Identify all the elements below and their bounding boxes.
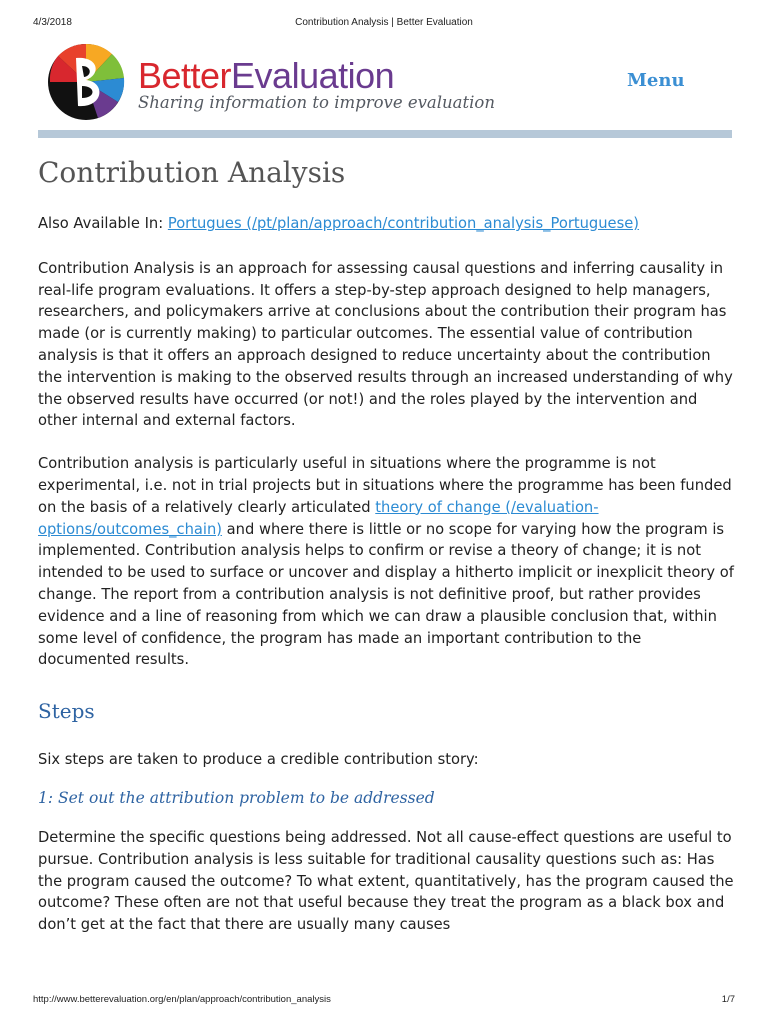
portuguese-link[interactable]: Portugues (/pt/plan/approach/contribution_analysis_Portuguese) (167, 215, 640, 232)
header-divider (38, 130, 732, 138)
page-title: Contribution Analysis (38, 156, 346, 189)
para2-text-after: and where there is little or no scope for varying how the program is implemented. Contribution analysis helps to confirm or revise a theory of change; it is not intended to be used to surface or uncover and display a hitherto implicit or inexplicit theory of change. The report from a contribution analysis is not definitive proof, but rather provides evidence and a line of reasoning from which we can draw a plausible conclusion that, within some level of confidence, the program has made an important contribution to the documented results. (38, 520, 734, 669)
theory-of-change-link[interactable]: theory of change (/evaluation-options/outcomes_chain) (38, 498, 599, 538)
intro-paragraph: Contribution Analysis is an approach for assessing causal questions and inferring causality in real-life program evaluations. It offers a step-by-step approach designed to help managers, researchers, and policymakers arrive at conclusions about the contribution their program has made (or is currently making) to particular outcomes. The essential value of contribution analysis is that it offers an approach designed to reduce uncertainty about the contribution the intervention is making to the observed results through an increased understanding of why the observed results have occurred (or not!) and the roles played by the intervention and other internal and external factors. (38, 259, 733, 430)
usefulness-paragraph (38, 453, 738, 671)
print-date: 4/3/2018 (33, 17, 72, 28)
print-page-number: 1/7 (721, 994, 735, 1005)
step1-heading: 1: Set out the attribution problem to be addressed (38, 788, 435, 807)
brand-part-better: Better (138, 55, 232, 96)
brand-part-evaluation: Evaluation (231, 55, 395, 96)
step1-paragraph: Determine the specific questions being addressed. Not all cause-effect questions are useful to pursue. Contribution analysis is less suitable for traditional causality questions such as: Has the program caused the outcome? To what extent, quantitatively, has the program caused the outcome? These often are not that useful because they treat the program as a black box and don’t get at the fact that there are usually many causes (38, 828, 734, 934)
site-brand-name[interactable] (138, 54, 394, 98)
menu-button[interactable]: Menu (627, 70, 685, 91)
print-url: http://www.betterevaluation.org/en/plan/approach/contribution_analysis (33, 994, 331, 1005)
steps-intro: Six steps are taken to produce a credible contribution story: (38, 751, 479, 769)
steps-heading: Steps (38, 699, 95, 724)
also-available (38, 213, 738, 235)
article-body (38, 213, 738, 936)
better-evaluation-logo-icon[interactable] (46, 42, 132, 122)
also-available-label: Also Available In: (38, 215, 164, 232)
para2-text-before: Contribution analysis is particularly useful in situations where the programme is not experimental, i.e. not in trial projects but in situations where the programme has been funded on the basis of a relatively clearly articulated (38, 455, 732, 516)
print-page-title: Contribution Analysis | Better Evaluation (295, 17, 473, 28)
site-tagline: Sharing information to improve evaluation (138, 93, 495, 112)
